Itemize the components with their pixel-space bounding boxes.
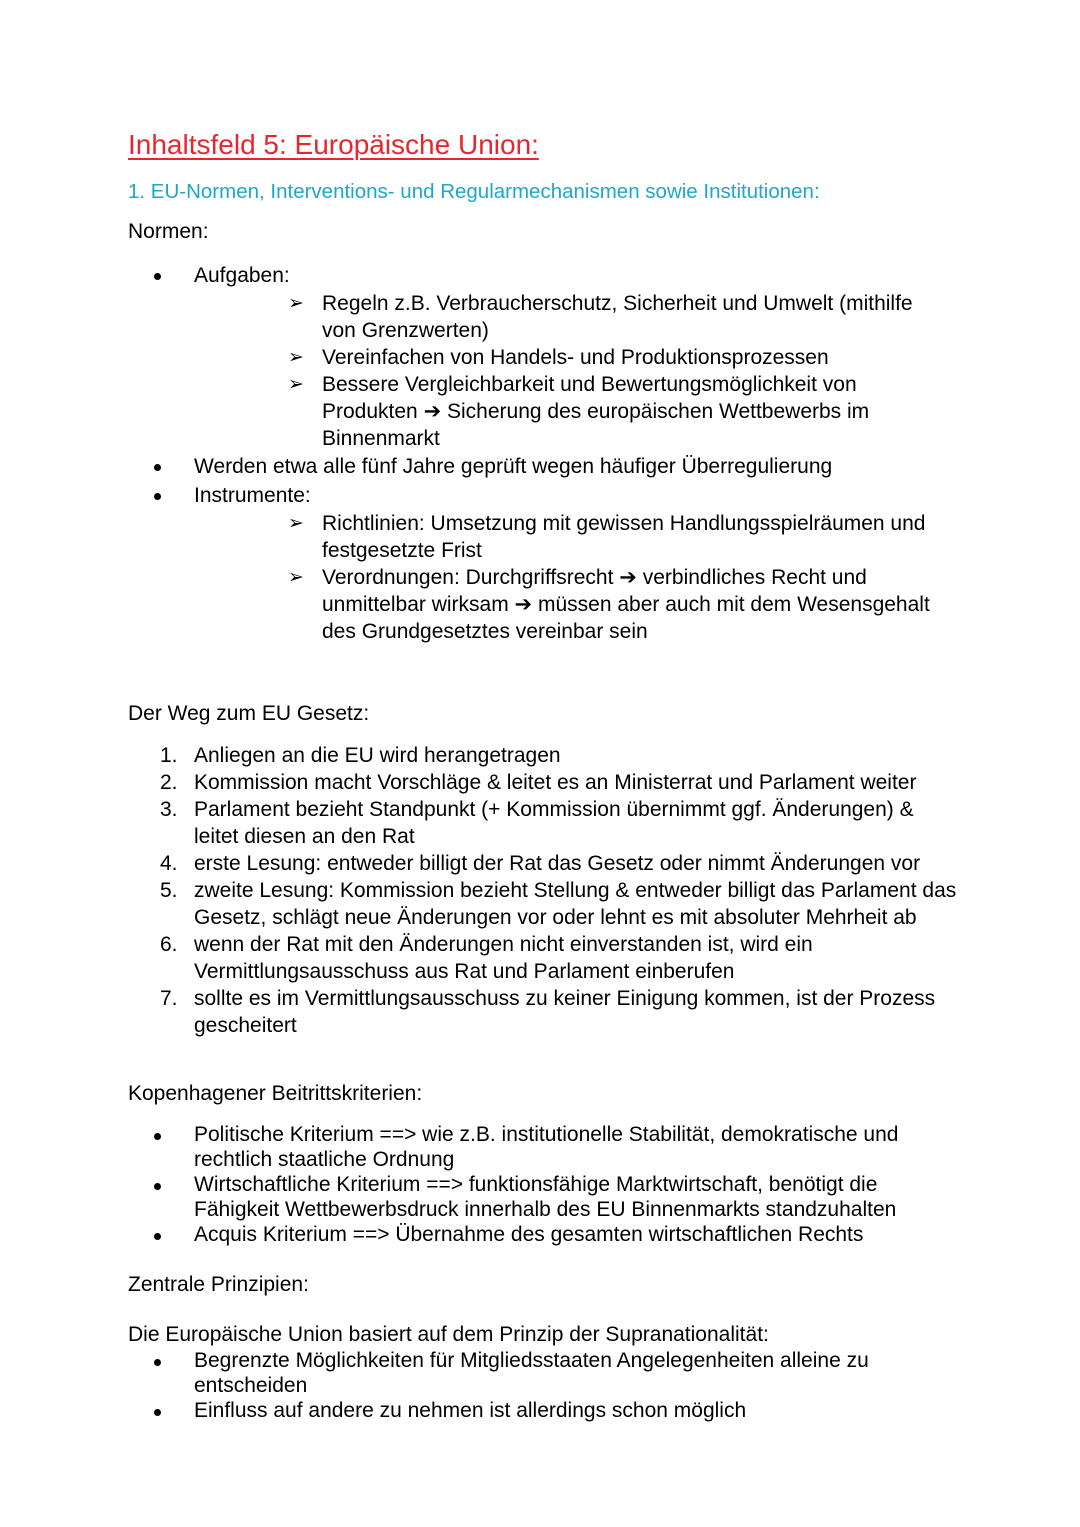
list-item: 1. Anliegen an die EU wird herangetragen — [160, 744, 561, 767]
list-item: Begrenzte Möglichkeiten für Mitgliedsstaaten Angelegenheiten alleine zu entscheiden — [128, 1348, 918, 1398]
list-item: 2. Kommission macht Vorschläge & leitet es an Ministerrat und Parlament weiter — [160, 771, 917, 794]
list-item: 3. Parlament bezieht Standpunkt (+ Kommission übernimmt ggf. Änderungen) & leitet diesen an den Rat — [160, 798, 914, 848]
normen-heading: Normen: — [128, 220, 209, 243]
instrumente-sublist — [288, 510, 958, 645]
list-item — [128, 262, 948, 289]
list-item: ➢ Verordnungen: Durchgriffsrecht ➔ verbindliches Recht und unmittelbar wirksam ➔ müssen aber auch mit dem Wesensgehalt des Grundgesetztes vereinbar sein — [288, 566, 930, 643]
list-item: ➢ Regeln z.B. Verbraucherschutz, Sicherheit und Umwelt (mithilfe von Grenzwerten) — [288, 292, 913, 342]
normen-aufgaben-list — [128, 262, 948, 289]
arrow-bullet-icon: ➢ — [288, 513, 304, 534]
arrow-bullet-icon: ➢ — [288, 347, 304, 368]
prinzipien-intro: Die Europäische Union basiert auf dem Prinzip der Supranationalität: — [128, 1323, 769, 1346]
kopenhagen-list — [128, 1122, 948, 1247]
list-item: 7. sollte es im Vermittlungsausschuss zu keiner Einigung kommen, ist der Prozess gescheitert — [160, 987, 936, 1037]
kopenhagen-heading: Kopenhagener Beitrittskriterien: — [128, 1082, 423, 1105]
prinzipien-heading: Zentrale Prinzipien: — [128, 1273, 309, 1296]
arrow-bullet-icon: ➢ — [288, 374, 304, 395]
list-item: ➢ Bessere Vergleichbarkeit und Bewertungsmöglichkeit von Produkten ➔ Sicherung des europäischen Wettbewerbs im Binnenmarkt — [288, 373, 870, 450]
list-item: Werden etwa alle fünf Jahre geprüft wegen häufiger Überregulierung — [128, 453, 968, 480]
instrumente-label: Instrumente: — [194, 484, 311, 507]
list-item: ➢ Vereinfachen von Handels- und Produktionsprozessen — [288, 346, 829, 369]
arrow-bullet-icon: ➢ — [288, 567, 304, 588]
list-item: ➢ Richtlinien: Umsetzung mit gewissen Handlungsspielräumen und festgesetzte Frist — [288, 512, 926, 562]
list-item: Wirtschaftliche Kriterium ==> funktionsfähige Marktwirtschaft, benötigt die Fähigkeit Wettbewerbsdruck innerhalb des EU Binnenmarkts standzuhalten — [128, 1172, 948, 1222]
list-item: 5. zweite Lesung: Kommission bezieht Stellung & entweder billigt das Parlament das Gesetz, schlägt neue Änderungen vor oder lehnt es mit absoluter Mehrheit ab — [160, 879, 957, 929]
section-subtitle: 1. EU-Normen, Interventions- und Regularmechanismen sowie Institutionen: — [128, 180, 820, 203]
aufgaben-sublist — [288, 290, 948, 452]
prinzipien-list — [128, 1348, 918, 1423]
list-item: Politische Kriterium ==> wie z.B. institutionelle Stabilität, demokratische und rechtlich staatliche Ordnung — [128, 1122, 948, 1172]
list-item: Acquis Kriterium ==> Übernahme des gesamten wirtschaftlichen Rechts — [128, 1222, 948, 1247]
page-title: Inhaltsfeld 5: Europäische Union: — [128, 129, 539, 160]
aufgaben-label: Aufgaben: — [194, 264, 290, 287]
gesetz-steps-list — [128, 742, 958, 1039]
arrow-bullet-icon: ➢ — [288, 293, 304, 314]
normen-main-list — [128, 453, 968, 509]
list-item: 4. erste Lesung: entweder billigt der Rat das Gesetz oder nimmt Änderungen vor — [160, 852, 921, 875]
list-item — [128, 482, 968, 509]
list-item: 6. wenn der Rat mit den Änderungen nicht einverstanden ist, wird ein Vermittlungsausschuss aus Rat und Parlament einberufen — [160, 933, 813, 983]
list-item: Einfluss auf andere zu nehmen ist allerdings schon möglich — [128, 1398, 918, 1423]
gesetz-heading: Der Weg zum EU Gesetz: — [128, 702, 370, 725]
